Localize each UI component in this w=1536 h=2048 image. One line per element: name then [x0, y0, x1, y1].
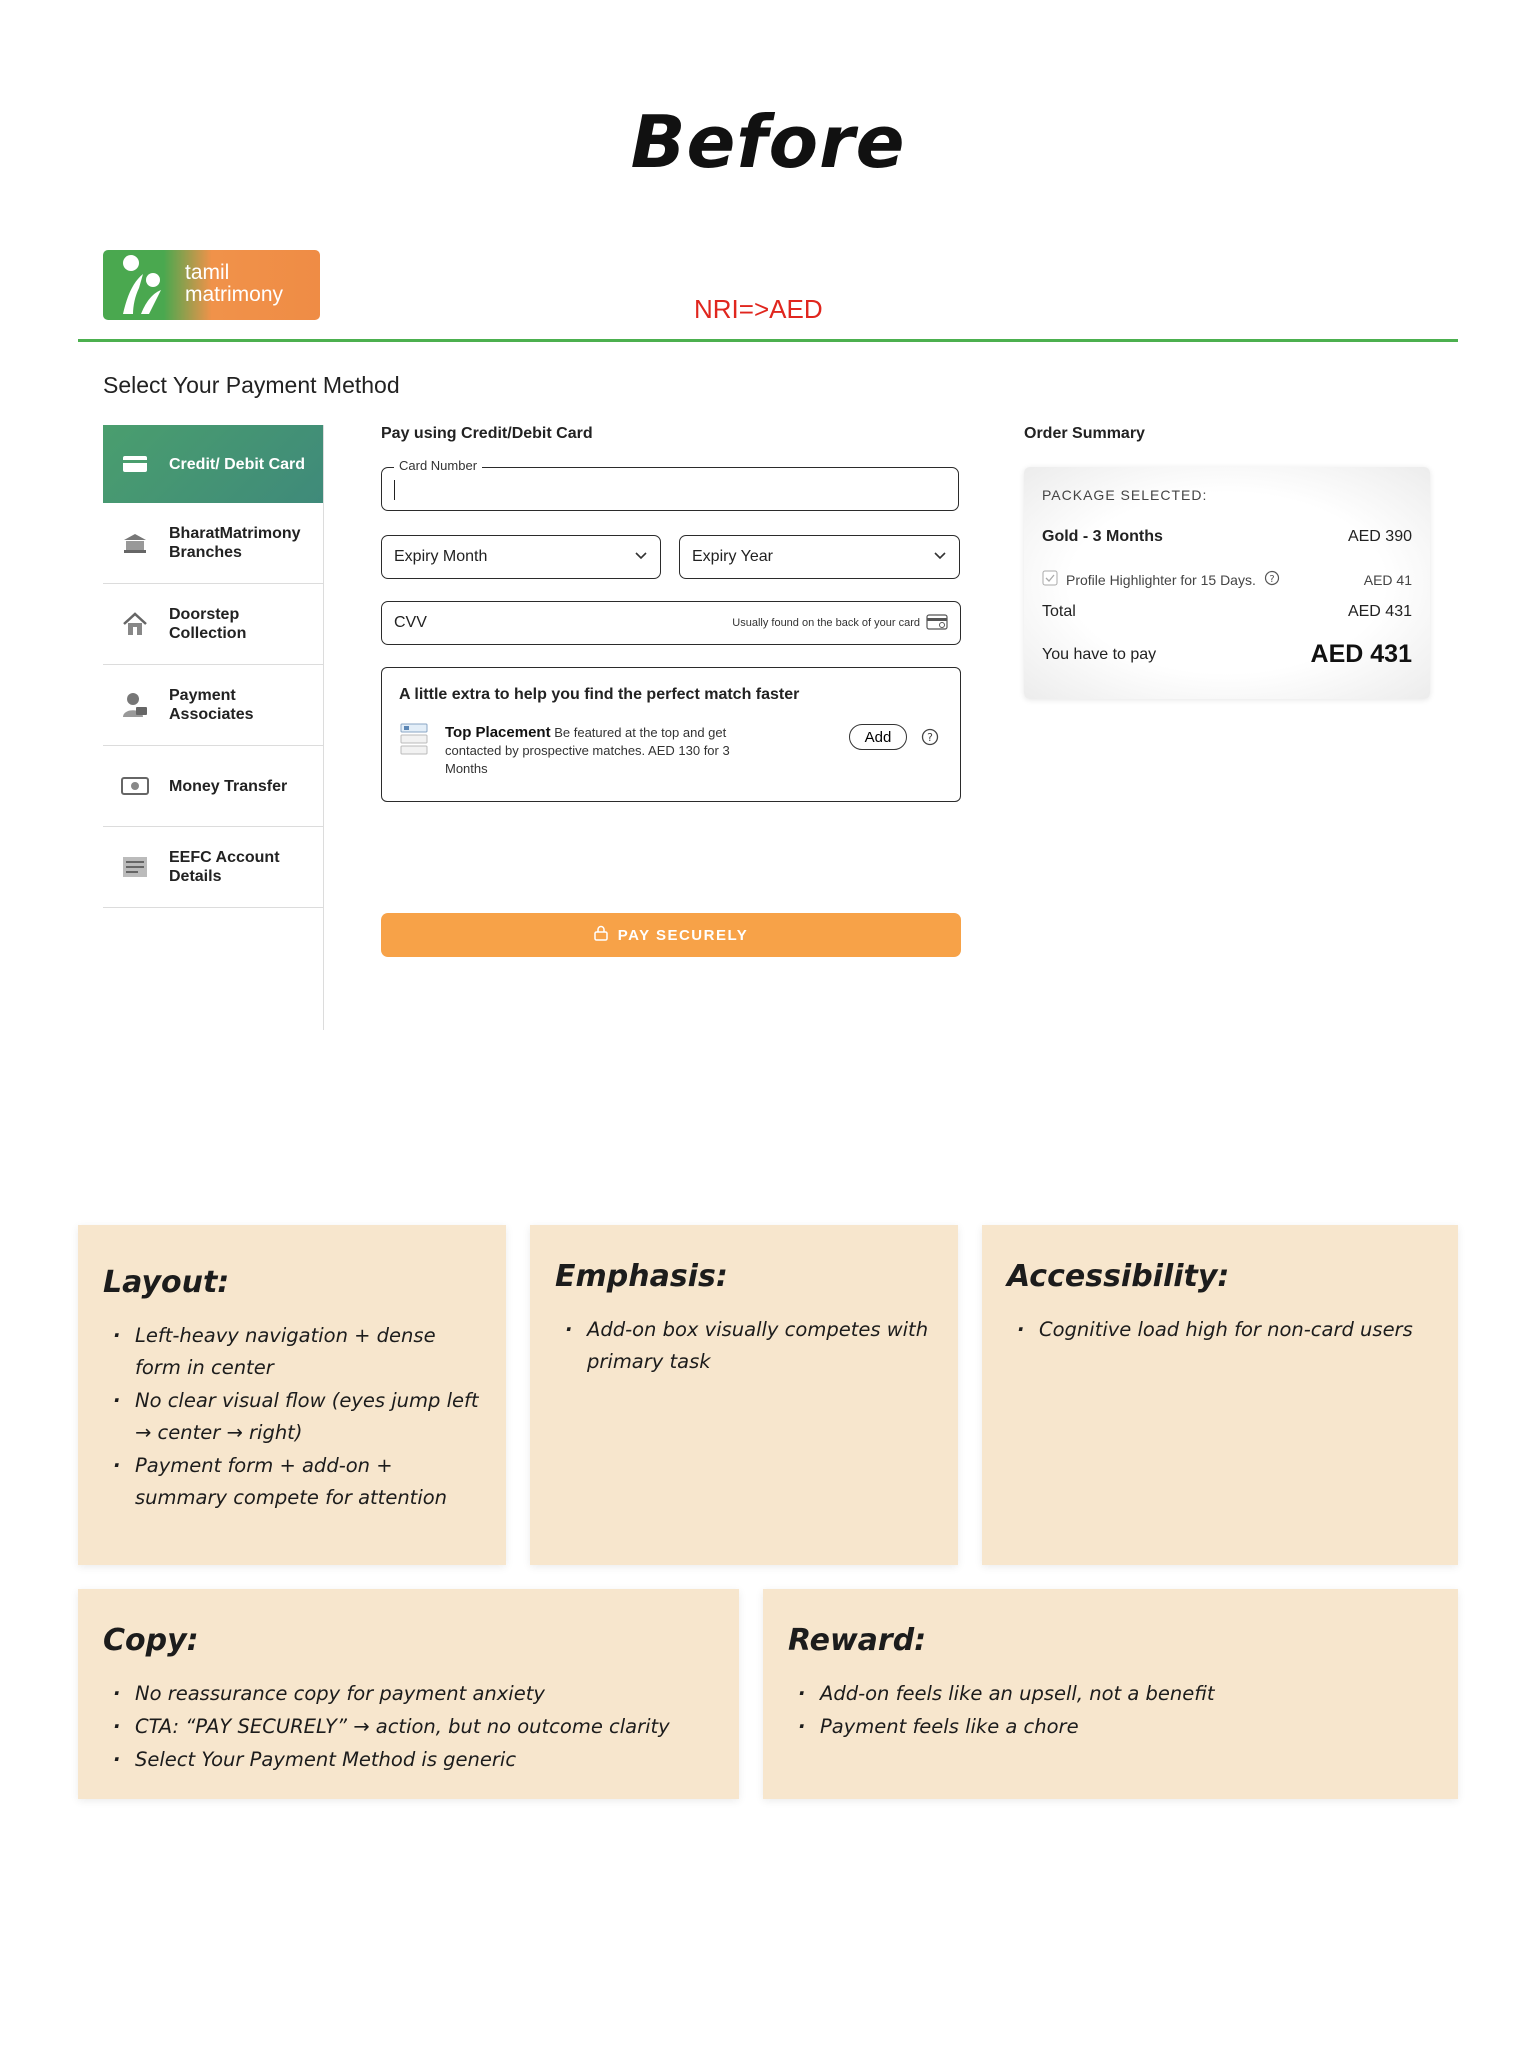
sidebar-item-label: Doorstep Collection	[169, 606, 247, 642]
info-icon[interactable]	[1264, 570, 1280, 589]
help-icon[interactable]	[921, 728, 939, 751]
note-item: · Select Your Payment Method is generic	[103, 1744, 714, 1776]
cvv-hint: Usually found on the back of your card	[732, 617, 920, 629]
addon-title: A little extra to help you find the perfect match faster	[399, 686, 800, 703]
logo-text-line2: matrimony	[185, 283, 284, 306]
note-layout	[78, 1225, 506, 1565]
sidebar-item-money-transfer[interactable]	[103, 746, 323, 827]
expiry-year-value: Expiry Year	[692, 548, 773, 565]
header-divider	[78, 339, 1458, 342]
sidebar-item-label: Credit/ Debit Card	[169, 455, 306, 473]
expiry-month-select[interactable]	[381, 535, 661, 579]
note-item: · Cognitive load high for non-card users	[1007, 1314, 1433, 1346]
highlighter-checkbox[interactable]	[1042, 570, 1058, 589]
money-icon	[121, 773, 149, 799]
note-reward	[763, 1589, 1458, 1799]
note-title: Accessibility:	[1007, 1259, 1230, 1294]
svg-text:?: ?	[1269, 574, 1275, 585]
payment-method-sidebar	[103, 425, 324, 1030]
section-title: Select Your Payment Method	[103, 372, 400, 398]
sidebar-item-associates[interactable]	[103, 665, 323, 746]
note-item: · No clear visual flow (eyes jump left → center → right)	[103, 1385, 481, 1449]
lock-icon	[594, 925, 608, 945]
sidebar-item-eefc[interactable]	[103, 827, 323, 908]
note-item: · Left-heavy navigation + dense form in center	[103, 1320, 481, 1384]
cvv-input[interactable]	[381, 601, 961, 645]
note-item: · Add-on box visually competes with primary task	[555, 1314, 933, 1378]
note-title: Layout:	[103, 1265, 230, 1300]
order-summary-heading: Order Summary	[1024, 425, 1145, 442]
expiry-year-select[interactable]	[679, 535, 960, 579]
person-icon	[121, 692, 149, 718]
currency-note: NRI=>AED	[694, 294, 823, 324]
sidebar-item-label: Money Transfer	[169, 777, 288, 795]
sidebar-item-label: Payment Associates	[169, 687, 254, 723]
addon-description: Be featured at the top and get contacted by prospective matches. AED 130 for 3 Months	[445, 725, 730, 776]
note-item: · No reassurance copy for payment anxiety	[103, 1678, 714, 1710]
card-number-label: Card Number	[394, 458, 482, 473]
note-accessibility	[982, 1225, 1458, 1565]
note-item: · Payment form + add-on + summary compete for attention	[103, 1450, 481, 1514]
expiry-month-value: Expiry Month	[394, 548, 488, 565]
logo-text-line1: tamil	[185, 261, 230, 284]
order-summary-card	[1024, 467, 1430, 699]
logo-mark-icon	[103, 250, 185, 320]
sidebar-item-label: BharatMatrimony Branches	[169, 525, 301, 561]
sidebar-item-branches[interactable]	[103, 503, 323, 584]
note-title: Reward:	[788, 1623, 927, 1658]
card-number-input[interactable]	[381, 458, 959, 511]
document-icon	[121, 854, 149, 880]
chevron-down-icon	[634, 548, 648, 566]
note-emphasis	[530, 1225, 958, 1565]
plan-name: Gold - 3 Months	[1042, 528, 1163, 545]
sidebar-item-credit-debit-card[interactable]	[103, 425, 323, 503]
pay-button-label: PAY SECURELY	[617, 926, 749, 944]
top-placement-icon	[400, 723, 428, 757]
sidebar-item-doorstep[interactable]	[103, 584, 323, 665]
bank-icon	[121, 530, 149, 556]
card-icon	[121, 451, 149, 477]
cvv-label: CVV	[394, 614, 427, 631]
add-addon-button[interactable]: Add	[849, 724, 907, 750]
sidebar-item-label: EEFC Account Details	[169, 849, 280, 885]
plan-amount: AED 390	[1347, 528, 1412, 545]
note-item: · Add-on feels like an upsell, not a benefit	[788, 1678, 1433, 1710]
text-cursor	[394, 480, 395, 500]
home-icon	[121, 611, 149, 637]
note-title: Copy:	[103, 1623, 199, 1658]
note-item: · CTA: “PAY SECURELY” → action, but no outcome clarity	[103, 1711, 714, 1743]
note-copy	[78, 1589, 739, 1799]
highlighter-amount: AED 41	[1363, 571, 1412, 588]
total-amount: AED 431	[1347, 603, 1412, 620]
form-heading: Pay using Credit/Debit Card	[381, 425, 593, 442]
highlighter-label: Profile Highlighter for 15 Days.	[1066, 571, 1256, 588]
svg-text:?: ?	[927, 731, 933, 744]
chevron-down-icon	[933, 548, 947, 566]
note-title: Emphasis:	[555, 1259, 728, 1294]
total-label: Total	[1042, 603, 1076, 620]
note-item: · Payment feels like a chore	[788, 1711, 1433, 1743]
package-selected-label: PACKAGE SELECTED:	[1042, 487, 1208, 503]
addon-box	[381, 667, 961, 802]
page-title: Before	[630, 100, 906, 184]
card-back-icon	[926, 614, 948, 633]
pay-label: You have to pay	[1042, 645, 1157, 663]
brand-logo[interactable]	[103, 250, 320, 320]
pay-securely-button[interactable]	[381, 913, 961, 957]
pay-amount: AED 431	[1310, 640, 1412, 668]
addon-name: Top Placement	[445, 724, 551, 741]
